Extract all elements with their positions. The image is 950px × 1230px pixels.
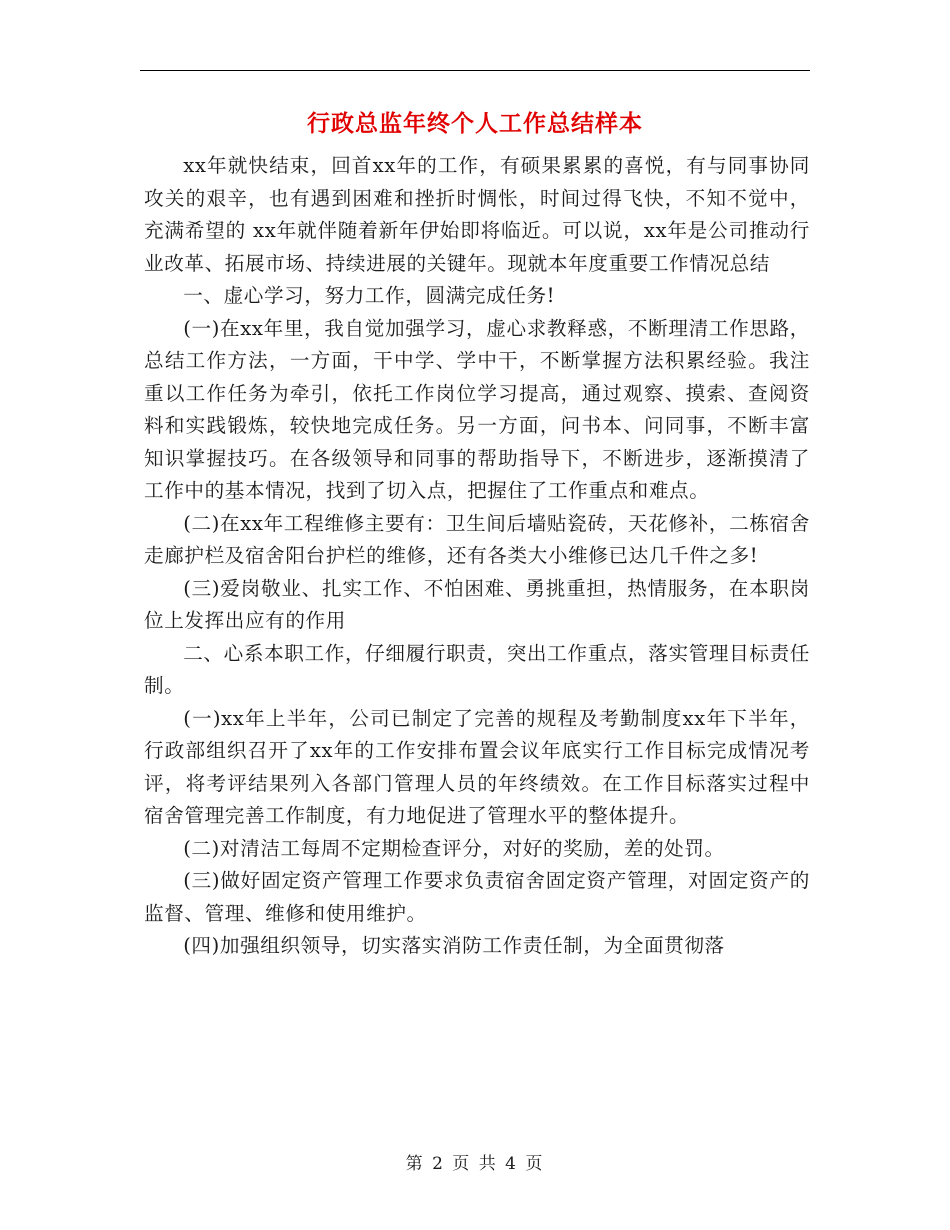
paragraph-2-4: (四)加强组织领导，切实落实消防工作责任制，为全面贯彻落 [183,934,725,957]
paragraph-2-1: (一)xx年上半年，公司已制定了完善的规程及考勤制度xx年下半年，行政部组织召开了xx年的工作安排布置会议年底实行工作目标完成情况考评，将考评结果列入各部门管理人员的年终绩效。在工作目标落实过程中宿舍管理完善工作制度，有力地促进了管理水平的整体提升。 [144,706,810,827]
paragraph-intro: xx年就快结束，回首xx年的工作，有硕果累累的喜悦，有与同事协同攻关的艰辛，也有遇到困难和挫折时惆怅，时间过得飞快，不知不觉中，充满希望的 xx年就伴随着新年伊始即将临近。可以说，xx年是公司推动行业改革、拓展市场、持续进展的关键年。现就本年度重要工作情况总结 [144,154,810,275]
section-heading-1: 一、虚心学习，努力工作，圆满完成任务! [183,284,556,307]
page-footer: 第 2 页 共 4 页 [405,1154,545,1174]
paragraph-1-2: (二)在xx年工程维修主要有：卫生间后墙贴瓷砖，天花修补，二栋宿舍走廊护栏及宿舍阳台护栏的维修，还有各类大小维修已达几千件之多! [144,511,810,567]
paragraph-1-1: (一)在xx年里，我自觉加强学习，虚心求教释惑，不断理清工作思路，总结工作方法，一方面，干中学、学中干，不断掌握方法积累经验。我注重以工作任务为牵引，依托工作岗位学习提高，通过观察、摸索、查阅资料和实践锻炼，较快地完成任务。另一方面，问书本、问同事，不断丰富知识掌握技巧。在各级领导和同事的帮助指导下，不断进步，逐渐摸清了工作中的基本情况，找到了切入点，把握住了工作重点和难点。 [144,316,810,502]
paragraph-1-3: (三)爱岗敬业、扎实工作、不怕困难、勇挑重担，热情服务，在本职岗位上发挥出应有的作用 [144,576,810,632]
header-rule [140,70,810,71]
document-body [144,150,810,963]
paragraph-2-3: (三)做好固定资产管理工作要求负责宿舍固定资产管理，对固定资产的监督、管理、维修和使用维护。 [144,869,810,925]
paragraph-2-2: (二)对清洁工每周不定期检查评分，对好的奖励，差的处罚。 [183,836,725,860]
section-heading-2: 二、心系本职工作，仔细履行职责，突出工作重点，落实管理目标责任制。 [144,641,810,697]
document-title: 行政总监年终个人工作总结样本 [307,110,643,137]
